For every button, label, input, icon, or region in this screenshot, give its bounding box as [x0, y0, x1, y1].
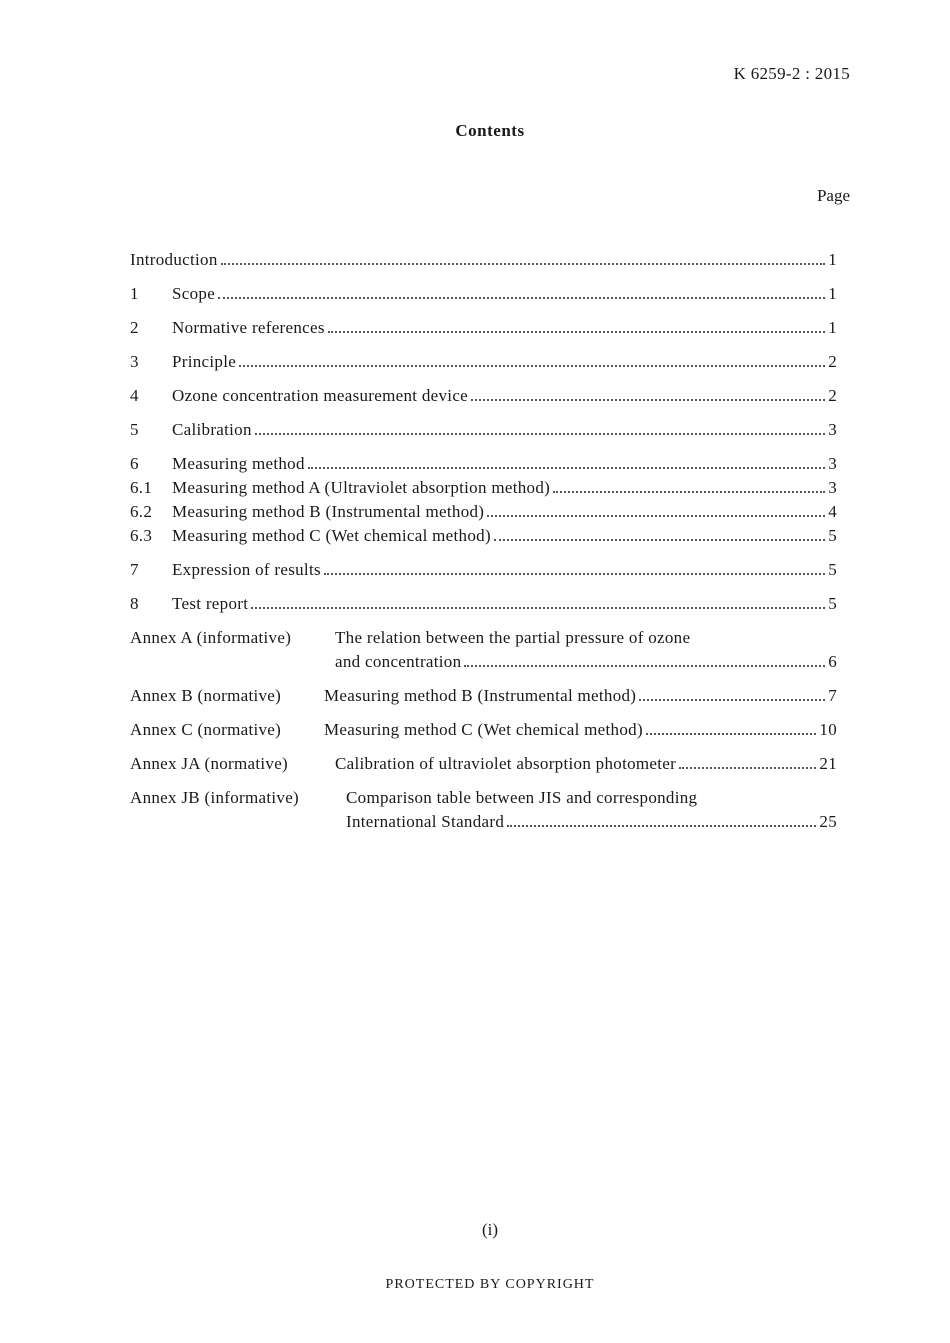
annex-label: Annex B (normative): [130, 686, 282, 705]
dot-leader: [251, 607, 825, 609]
toc-entry-text: Measuring method: [172, 454, 305, 473]
dot-leader: [471, 399, 825, 401]
toc-entry[interactable]: [130, 350, 837, 374]
toc-page-number: 5: [828, 560, 837, 579]
annex-title: Comparison table between JIS and corresponding: [346, 788, 698, 807]
page-column-label: Page: [816, 186, 850, 205]
annex-title: Measuring method C (Wet chemical method): [324, 720, 643, 739]
dot-leader: [308, 467, 825, 469]
annex-title-continued: and concentration: [335, 652, 462, 671]
toc-entry[interactable]: [130, 316, 837, 340]
toc-annex-ja[interactable]: [130, 752, 837, 776]
toc-page-number: 2: [828, 352, 837, 371]
dot-leader: [487, 515, 825, 517]
toc-page-number: 1: [828, 318, 837, 337]
toc-entry-text: Calibration: [172, 420, 252, 439]
dot-leader: [221, 263, 826, 265]
toc-page-number: 7: [828, 686, 837, 705]
toc-clause-number: 2: [130, 318, 139, 337]
toc-clause-number: 3: [130, 352, 139, 371]
toc-annex-c[interactable]: [130, 718, 837, 742]
document-id: K 6259-2 : 2015: [733, 64, 850, 83]
dot-leader: [494, 539, 825, 541]
dot-leader: [639, 699, 825, 701]
toc-page-number: 5: [828, 594, 837, 613]
dot-leader: [464, 665, 825, 667]
dot-leader: [646, 733, 816, 735]
toc-entry[interactable]: [130, 452, 837, 476]
annex-title: Calibration of ultraviolet absorption photometer: [335, 754, 677, 773]
toc-page-number: 3: [828, 420, 837, 439]
toc-annex-a[interactable]: [130, 626, 837, 674]
dot-leader: [218, 297, 825, 299]
dot-leader: [255, 433, 825, 435]
toc-entry[interactable]: [130, 476, 837, 500]
toc-page-number: 1: [828, 284, 837, 303]
toc-page-number: 3: [828, 478, 837, 497]
toc-entry[interactable]: [130, 282, 837, 306]
annex-title: The relation between the partial pressure of ozone: [335, 628, 691, 647]
toc-clause-number: 1: [130, 284, 139, 303]
toc-entry-text: Ozone concentration measurement device: [172, 386, 469, 405]
toc-entry[interactable]: [130, 524, 837, 548]
toc-page-number: 3: [828, 454, 837, 473]
toc-entry-text: Principle: [172, 352, 237, 371]
toc-clause-number: 6.1: [130, 478, 153, 497]
toc-annex-b[interactable]: [130, 684, 837, 708]
dot-leader: [679, 767, 816, 769]
dot-leader: [324, 573, 825, 575]
toc-entry-text: Measuring method A (Ultraviolet absorption method): [172, 478, 551, 497]
toc-clause-number: 6.2: [130, 502, 153, 521]
toc-entry[interactable]: [130, 558, 837, 582]
toc-clause-number: 4: [130, 386, 139, 405]
toc-clause-number: 7: [130, 560, 139, 579]
toc-entry-text: Measuring method B (Instrumental method): [172, 502, 485, 521]
annex-title: Measuring method B (Instrumental method): [324, 686, 637, 705]
annex-title-continued: International Standard: [346, 812, 505, 831]
dot-leader: [239, 365, 825, 367]
toc-entry-text: Expression of results: [172, 560, 321, 579]
page-title: Contents: [455, 121, 525, 140]
toc-entry[interactable]: [130, 384, 837, 408]
toc-clause-number: 6.3: [130, 526, 153, 545]
annex-label: Annex JA (normative): [130, 754, 289, 773]
toc-entry-introduction[interactable]: [130, 248, 837, 272]
toc-clause-number: 6: [130, 454, 139, 473]
copyright-notice: PROTECTED BY COPYRIGHT: [385, 1277, 595, 1292]
annex-label: Annex JB (informative): [130, 788, 300, 807]
toc-entry-text: Introduction: [130, 250, 218, 269]
toc-page-number: 4: [828, 502, 837, 521]
dot-leader: [553, 491, 825, 493]
toc-page-number: 5: [828, 526, 837, 545]
toc-entry-text: Normative references: [172, 318, 325, 337]
toc-page-number: 1: [828, 250, 837, 269]
toc-page-number: 2: [828, 386, 837, 405]
toc-entry-text: Scope: [172, 284, 216, 303]
toc-page-number: 10: [819, 720, 837, 739]
toc-clause-number: 8: [130, 594, 139, 613]
toc-entry[interactable]: [130, 418, 837, 442]
footer-page-number: (i): [481, 1220, 499, 1239]
toc-entry-text: Measuring method C (Wet chemical method): [172, 526, 491, 545]
annex-label: Annex A (informative): [130, 628, 292, 647]
toc-entry-text: Test report: [172, 594, 249, 613]
dot-leader: [328, 331, 825, 333]
toc-annex-jb[interactable]: [130, 786, 837, 834]
toc-page-number: 25: [819, 812, 837, 831]
dot-leader: [507, 825, 816, 827]
toc-page-number: 6: [828, 652, 837, 671]
toc-page-number: 21: [819, 754, 837, 773]
toc-entry[interactable]: [130, 500, 837, 524]
toc-entry[interactable]: [130, 592, 837, 616]
toc-clause-number: 5: [130, 420, 139, 439]
annex-label: Annex C (normative): [130, 720, 282, 739]
table-of-contents: [130, 248, 837, 834]
